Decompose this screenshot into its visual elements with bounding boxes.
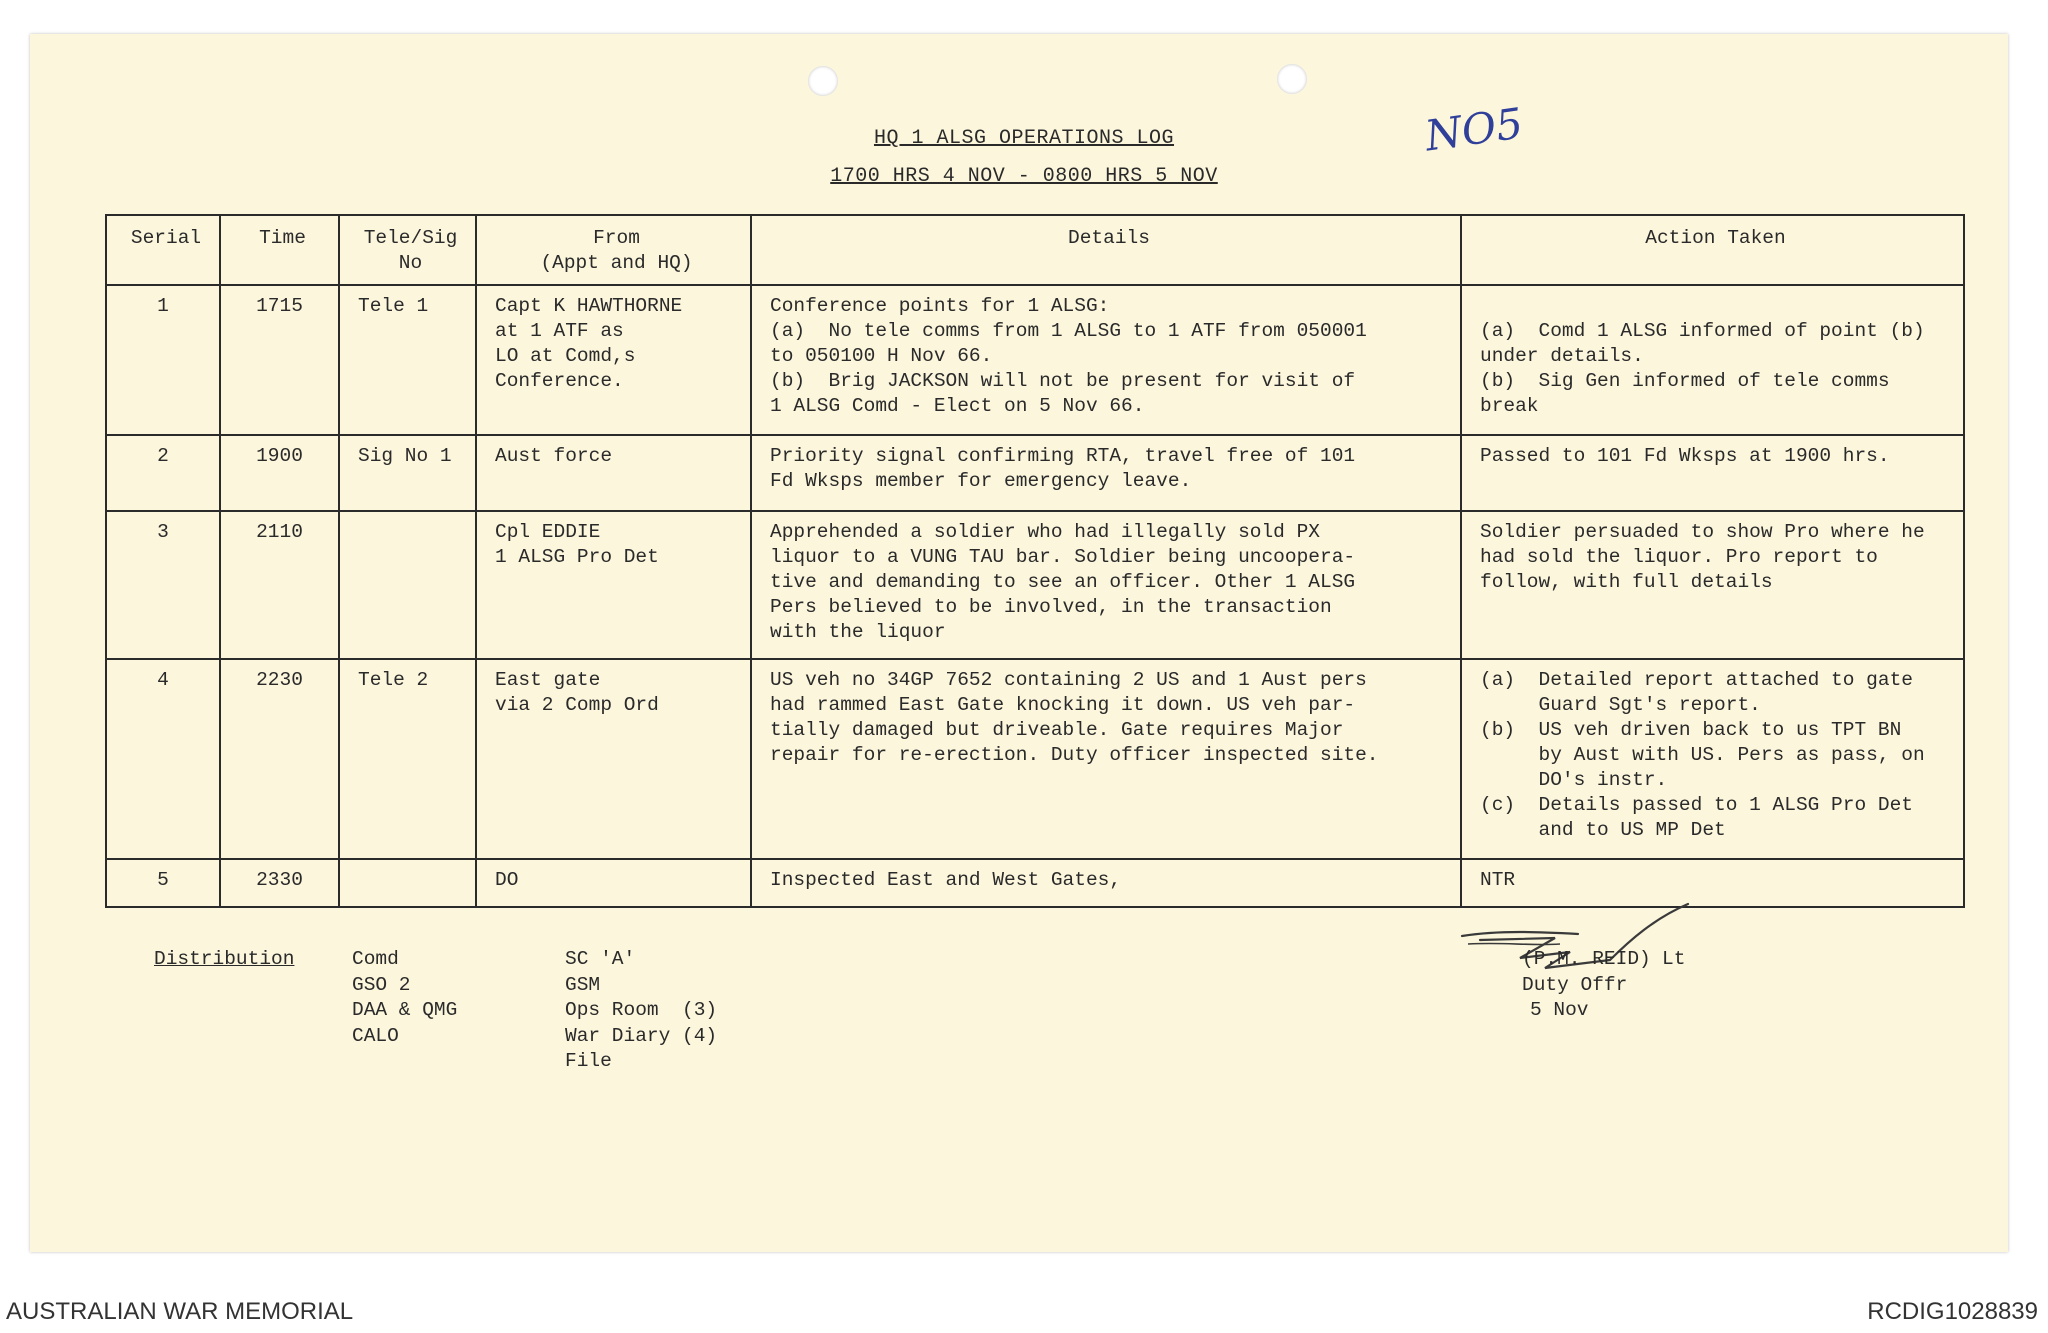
cell-serial: 3 <box>106 511 220 659</box>
table-header-row <box>106 215 1964 285</box>
cell-line: follow, with full details <box>1480 571 1773 593</box>
cell-line: Capt K HAWTHORNE <box>495 295 683 317</box>
header-time: Time <box>220 215 339 285</box>
signature-rank: Lt <box>1662 948 1686 970</box>
cell-serial: 1 <box>106 285 220 435</box>
cell-from <box>476 285 751 435</box>
table-row <box>106 511 1964 659</box>
cell-details <box>751 435 1461 511</box>
cell-line: NTR <box>1480 869 1516 891</box>
cell-line: under details. <box>1480 345 1644 367</box>
cell-line: had sold the liquor. Pro report to <box>1480 546 1878 568</box>
cell-line: Guard Sgt's report. <box>1480 694 1761 716</box>
cell-line: US veh no 34GP 7652 containing 2 US and 1 Aust pers <box>770 669 1367 691</box>
cell-serial: 2 <box>106 435 220 511</box>
cell-line: 1 ALSG Comd - Elect on 5 Nov 66. <box>770 395 1145 417</box>
handwritten-note: NO5 <box>1422 98 1526 161</box>
cell-line: Soldier persuaded to show Pro where he <box>1480 521 1925 543</box>
cell-details <box>751 659 1461 859</box>
cell-tele-sig <box>339 859 476 907</box>
distribution-list-2 <box>565 947 717 1075</box>
cell-line: (b) US veh driven back to us TPT BN <box>1480 719 1902 741</box>
table-row <box>106 285 1964 435</box>
cell-line: (c) Details passed to 1 ALSG Pro Det <box>1480 794 1913 816</box>
header-serial: Serial <box>106 215 220 285</box>
cell-line: by Aust with US. Pers as pass, on <box>1480 744 1925 766</box>
header-tele-sig: Tele/Sig No <box>339 215 476 285</box>
distribution-item: File <box>565 1050 612 1072</box>
cell-tele-sig <box>339 511 476 659</box>
cell-line: (b) Sig Gen informed of tele comms <box>1480 370 1890 392</box>
cell-from <box>476 511 751 659</box>
signature-date: 5 Nov <box>1530 999 1589 1021</box>
cell-time: 2230 <box>220 659 339 859</box>
cell-line: Inspected East and West Gates, <box>770 869 1122 891</box>
cell-line: Priority signal confirming RTA, travel free of 101 <box>770 445 1356 467</box>
cell-details <box>751 511 1461 659</box>
footer-source: AUSTRALIAN WAR MEMORIAL <box>6 1298 354 1325</box>
cell-time: 1900 <box>220 435 339 511</box>
cell-line: Conference. <box>495 370 624 392</box>
cell-line: tially damaged but driveable. Gate requires Major <box>770 719 1344 741</box>
cell-line: (b) Brig JACKSON will not be present for visit of <box>770 370 1356 392</box>
cell-details <box>751 859 1461 907</box>
distribution-item: GSM <box>565 973 601 996</box>
cell-time: 1715 <box>220 285 339 435</box>
cell-details <box>751 285 1461 435</box>
cell-line <box>1480 294 1951 319</box>
cell-line: DO <box>495 869 519 891</box>
cell-line: DO's instr. <box>1480 769 1668 791</box>
signature-name: (P.M. REID) <box>1522 948 1651 970</box>
distribution-item: War Diary (4) <box>565 1024 718 1047</box>
cell-line: Apprehended a soldier who had illegally sold PX <box>770 521 1320 543</box>
cell-line: Cpl EDDIE <box>495 521 601 543</box>
cell-from <box>476 659 751 859</box>
cell-line: tive and demanding to see an officer. Other 1 ALSG <box>770 571 1356 593</box>
cell-time: 2330 <box>220 859 339 907</box>
signature-role: Duty Offr <box>1522 973 1628 996</box>
cell-line: repair for re-erection. Duty officer inspected site. <box>770 744 1379 766</box>
header-from: From (Appt and HQ) <box>476 215 751 285</box>
cell-line: and to US MP Det <box>1480 819 1726 841</box>
cell-line: Fd Wksps member for emergency leave. <box>770 470 1192 492</box>
distribution-label: Distribution <box>154 948 295 970</box>
cell-action <box>1461 285 1964 435</box>
cell-time: 2110 <box>220 511 339 659</box>
cell-action <box>1461 659 1964 859</box>
cell-from <box>476 859 751 907</box>
cell-tele-sig: Tele 2 <box>339 659 476 859</box>
log-period: 1700 HRS 4 NOV - 0800 HRS 5 NOV <box>830 165 1218 188</box>
cell-line: 1 ALSG Pro Det <box>495 546 659 568</box>
distribution-item: GSO 2 <box>352 973 411 996</box>
cell-tele-sig: Sig No 1 <box>339 435 476 511</box>
cell-from <box>476 435 751 511</box>
punch-hole-right <box>1277 64 1307 94</box>
cell-serial: 4 <box>106 659 220 859</box>
cell-line: with the liquor <box>770 621 946 643</box>
table-row <box>106 659 1964 859</box>
cell-line: had rammed East Gate knocking it down. US veh par- <box>770 694 1356 716</box>
cell-tele-sig: Tele 1 <box>339 285 476 435</box>
distribution-item: SC 'A' <box>565 948 636 970</box>
cell-line: Conference points for 1 ALSG: <box>770 295 1110 317</box>
cell-line: (a) Detailed report attached to gate <box>1480 669 1913 691</box>
distribution-item: CALO <box>352 1024 399 1047</box>
cell-action <box>1461 511 1964 659</box>
distribution-item: DAA & QMG <box>352 999 458 1021</box>
cell-action <box>1461 435 1964 511</box>
header-details: Details <box>751 215 1461 285</box>
footer-reference: RCDIG1028839 <box>1867 1298 2038 1325</box>
cell-line: LO at Comd,s <box>495 345 636 367</box>
cell-line: at 1 ATF as <box>495 320 624 342</box>
cell-serial: 5 <box>106 859 220 907</box>
operations-log-table <box>105 214 1965 908</box>
cell-line: break <box>1480 395 1539 417</box>
table-row <box>106 435 1964 511</box>
cell-line: (a) Comd 1 ALSG informed of point (b) <box>1480 320 1925 342</box>
punch-hole-left <box>808 66 838 96</box>
cell-line: Pers believed to be involved, in the transaction <box>770 596 1332 618</box>
cell-line: Aust force <box>495 445 613 467</box>
signature-block <box>1522 947 1651 1024</box>
cell-line: (a) No tele comms from 1 ALSG to 1 ATF from 050001 <box>770 320 1367 342</box>
cell-line: Passed to 101 Fd Wksps at 1900 hrs. <box>1480 445 1890 467</box>
cell-line: liquor to a VUNG TAU bar. Soldier being uncoopera- <box>770 546 1356 568</box>
cell-line: via 2 Comp Ord <box>495 694 659 716</box>
distribution-item: Comd <box>352 948 399 970</box>
cell-line: to 050100 H Nov 66. <box>770 345 993 367</box>
cell-line: East gate <box>495 669 601 691</box>
distribution-list-1 <box>352 947 457 1049</box>
header-action: Action Taken <box>1461 215 1964 285</box>
distribution-item: Ops Room (3) <box>565 999 718 1021</box>
log-title: HQ 1 ALSG OPERATIONS LOG <box>873 127 1175 150</box>
